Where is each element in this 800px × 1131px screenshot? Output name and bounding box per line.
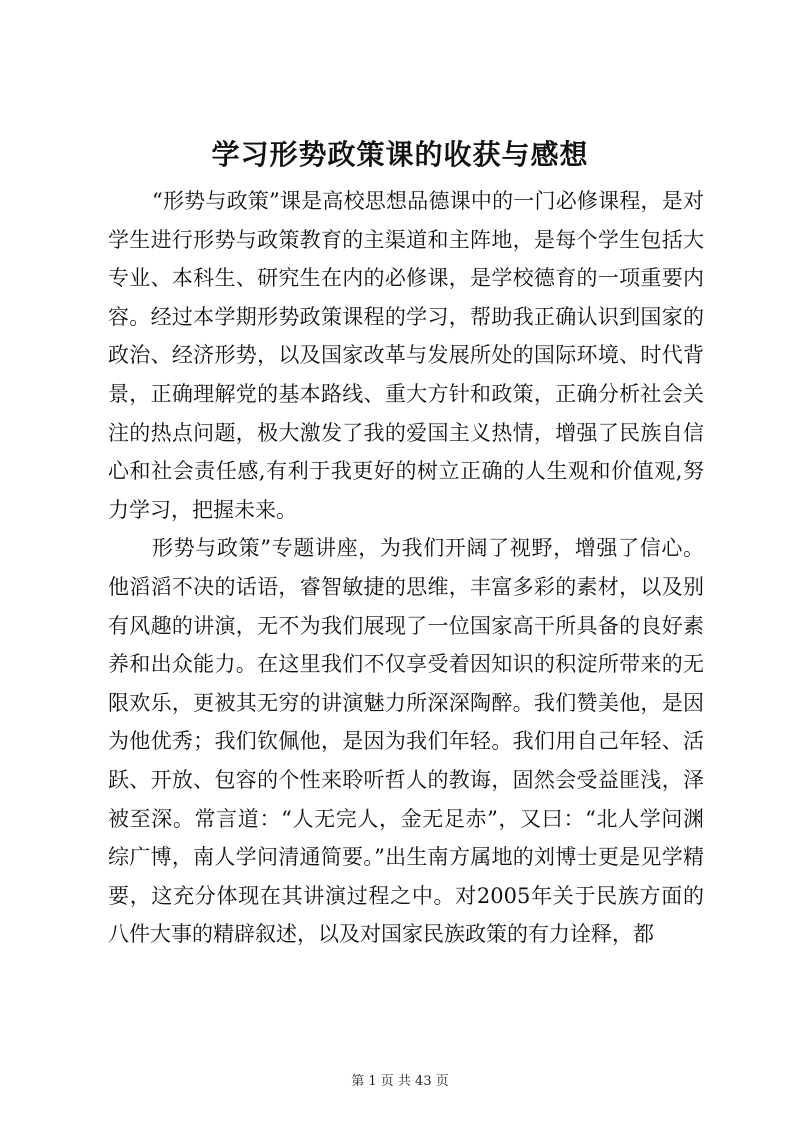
- page-footer: 第 1 页 共 43 页: [351, 1074, 449, 1089]
- document-title: 学习形势政策课的收获与感想: [211, 138, 589, 171]
- paragraph-1: “形势与政策”课是高校思想品德课中的一门必修课程，是对学生进行形势与政策教育的主渠道和主阵地，是每个学生包括大专业、本科生、研究生在内的必修课，是学校德育的一项重要内容。经过本学期形势政策课程的学习，帮助我正确认识到国家的政治、经济形势，以及国家改革与发展所处的国际环境、时代背景，正确理解党的基本路线、重大方针和政策，正确分析社会关注的热点问题，极大激发了我的爱国主义热情，增强了民族自信心和社会责任感,有利于我更好的树立正确的人生观和价值观,努力学习，把握未来。: [108, 189, 704, 522]
- document-body: [108, 182, 704, 954]
- paragraph-2: 形势与政策”专题讲座，为我们开阔了视野，增强了信心。他滔滔不决的话语，睿智敏捷的思维，丰富多彩的素材，以及别有风趣的讲演，无不为我们展现了一位国家高干所具备的良好素养和出众能力。在这里我们不仅享受着因知识的积淀所带来的无限欢乐，更被其无穷的讲演魅力所深深陶醉。我们赞美他，是因为他优秀；我们钦佩他，是因为我们年轻。我们用自己年轻、活跃、开放、包容的个性来聆听哲人的教诲，固然会受益匪浅，泽被至深。常言道：“人无完人，金无足赤”，又曰：“北人学问渊综广博，南人学问清通简要。”出生南方属地的刘博士更是见学精要，这充分体现在其讲演过程之中。对2005年关于民族方面的八件大事的精辟叙述，以及对国家民族政策的有力诠释，都: [108, 536, 704, 947]
